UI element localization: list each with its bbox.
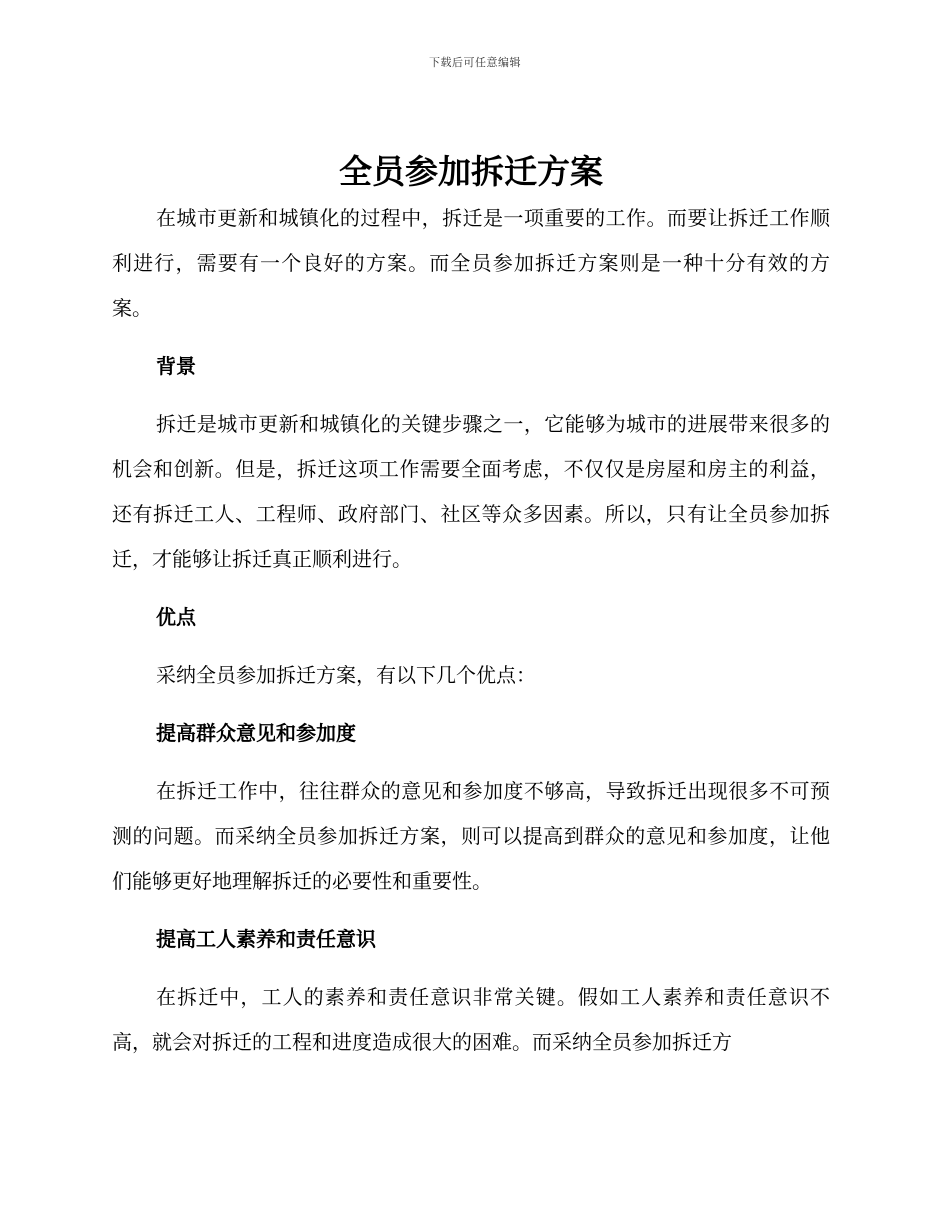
background-heading: 背景 [156, 354, 196, 378]
worker-quality-paragraph: 在拆迁中，工人的素养和责任意识非常关键。假如工人素养和责任意识不高，就会对拆迁的工程和进度造成很大的困难。而采纳全员参加拆迁方 [112, 985, 830, 1054]
public-participation-paragraph: 在拆迁工作中，往往群众的意见和参加度不够高，导致拆迁出现很多不可预测的问题。而采纳全员参加拆迁方案，则可以提高到群众的意见和参加度，让他们能够更好地理解拆迁的必要性和重要性。 [112, 779, 830, 893]
header-note: 下载后可任意编辑 [429, 56, 521, 69]
document-body [112, 148, 830, 1065]
public-participation-heading: 提高群众意见和参加度 [156, 721, 356, 745]
background-paragraph: 拆迁是城市更新和城镇化的关键步骤之一，它能够为城市的进展带来很多的机会和创新。但是，拆迁这项工作需要全面考虑，不仅仅是房屋和房主的利益，还有拆迁工人、工程师、政府部门、社区等众多因素。所以，只有让全员参加拆迁，才能够让拆迁真正顺利进行。 [112, 412, 830, 571]
advantages-heading: 优点 [156, 605, 196, 629]
document-title: 全员参加拆迁方案 [339, 152, 603, 191]
advantages-paragraph: 采纳全员参加拆迁方案，有以下几个优点： [156, 663, 536, 687]
intro-paragraph: 在城市更新和城镇化的过程中，拆迁是一项重要的工作。而要让拆迁工作顺利进行，需要有一个良好的方案。而全员参加拆迁方案则是一种十分有效的方案。 [112, 206, 830, 320]
worker-quality-heading: 提高工人素养和责任意识 [156, 927, 376, 951]
